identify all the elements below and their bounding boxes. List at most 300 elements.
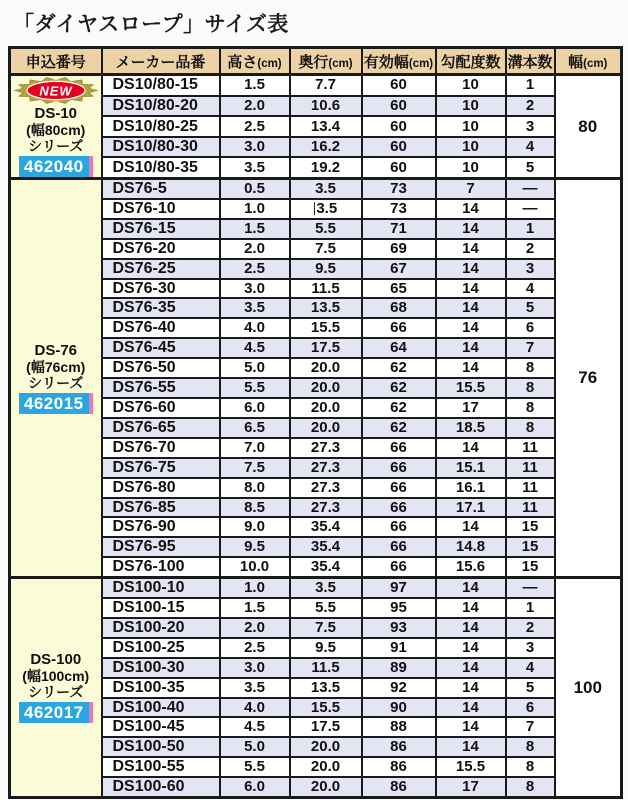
model-cell: DS76-95 xyxy=(102,537,220,557)
depth-cell: 9.5 xyxy=(290,259,362,279)
model-cell: DS76-50 xyxy=(102,358,220,378)
effective-width-cell: 68 xyxy=(362,298,436,318)
effective-width-cell: 89 xyxy=(362,658,436,678)
height-cell: 6.0 xyxy=(220,398,290,418)
column-header-label: 申込番号 xyxy=(25,53,86,71)
height-cell: 2.5 xyxy=(220,116,290,137)
effective-width-cell: 67 xyxy=(362,259,436,279)
depth-cell: 35.4 xyxy=(290,557,362,577)
depth-cell: 9.5 xyxy=(290,638,362,658)
height-cell: 8.0 xyxy=(220,478,290,498)
series-name: DS-10 xyxy=(34,105,78,122)
table-header xyxy=(10,48,622,75)
column-header-unit: (cm) xyxy=(328,57,353,70)
effective-width-cell: 66 xyxy=(362,498,436,518)
grooves-cell: 5 xyxy=(506,298,555,318)
column-header-label: メーカー品番 xyxy=(115,53,206,71)
height-cell: 8.5 xyxy=(220,498,290,518)
slope-cell: 14 xyxy=(436,717,506,737)
height-cell: 4.5 xyxy=(220,338,290,358)
model-cell: DS100-35 xyxy=(102,678,220,698)
table-row xyxy=(10,259,622,279)
grooves-cell: 8 xyxy=(506,398,555,418)
slope-cell: 17 xyxy=(436,398,506,418)
slope-cell: 10 xyxy=(436,75,506,96)
depth-cell: 3.5 xyxy=(290,179,362,199)
series-name: DS-76 xyxy=(34,341,78,359)
slope-cell: 14 xyxy=(436,199,506,219)
depth-cell: 15.5 xyxy=(290,698,362,718)
slope-cell: 10 xyxy=(436,116,506,137)
height-cell: 4.5 xyxy=(220,717,290,737)
slope-cell: 14 xyxy=(436,318,506,338)
column-header xyxy=(10,48,102,75)
effective-width-cell: 86 xyxy=(362,737,436,757)
slope-cell: 14 xyxy=(436,298,506,318)
table-row xyxy=(10,717,622,737)
height-cell: 9.0 xyxy=(220,517,290,537)
grooves-cell: 15 xyxy=(506,537,555,557)
height-cell: 3.5 xyxy=(220,298,290,318)
order-number-badge: 462040 xyxy=(19,156,93,177)
height-cell: 10.0 xyxy=(220,557,290,577)
column-header xyxy=(362,48,436,75)
slope-cell: 14 xyxy=(436,517,506,537)
column-header-label: 勾配度数 xyxy=(440,53,501,71)
grooves-cell: — xyxy=(506,199,555,219)
table-row xyxy=(10,338,622,358)
table-row xyxy=(10,777,622,797)
height-cell: 1.5 xyxy=(220,598,290,618)
depth-cell: 19.2 xyxy=(290,157,362,178)
model-cell: DS76-15 xyxy=(102,219,220,239)
grooves-cell: — xyxy=(506,578,555,598)
model-cell: DS76-55 xyxy=(102,378,220,398)
width-cell: 80 xyxy=(555,75,622,179)
column-header xyxy=(555,48,622,75)
effective-width-cell: 88 xyxy=(362,717,436,737)
series-width-label: (幅76cm) xyxy=(26,358,86,375)
grooves-cell: 8 xyxy=(506,737,555,757)
depth-cell: 5.5 xyxy=(290,219,362,239)
depth-cell: 10.6 xyxy=(290,96,362,117)
effective-width-cell: 91 xyxy=(362,638,436,658)
svg-text:NEW: NEW xyxy=(39,83,73,99)
grooves-cell: 11 xyxy=(506,458,555,478)
model-cell: DS76-35 xyxy=(102,298,220,318)
grooves-cell: 11 xyxy=(506,498,555,518)
model-cell: DS100-15 xyxy=(102,598,220,618)
table-row xyxy=(10,498,622,518)
depth-cell: 15.5 xyxy=(290,318,362,338)
slope-cell: 14 xyxy=(436,638,506,658)
column-header-label: 奥行 xyxy=(298,53,329,71)
effective-width-cell: 62 xyxy=(362,358,436,378)
height-cell: 3.0 xyxy=(220,658,290,678)
table-row xyxy=(10,219,622,239)
height-cell: 1.5 xyxy=(220,219,290,239)
series-cell xyxy=(10,75,102,179)
series-name: DS-100 xyxy=(30,651,82,669)
depth-cell: 7.5 xyxy=(290,618,362,638)
table-row xyxy=(10,598,622,618)
grooves-cell: 6 xyxy=(506,318,555,338)
model-cell: DS10/80-20 xyxy=(102,96,220,117)
table-row xyxy=(10,358,622,378)
slope-cell: 14 xyxy=(436,279,506,299)
slope-cell: 14 xyxy=(436,578,506,598)
table-row xyxy=(10,698,622,718)
model-cell: DS10/80-35 xyxy=(102,157,220,178)
model-cell: DS10/80-25 xyxy=(102,116,220,137)
effective-width-cell: 86 xyxy=(362,757,436,777)
effective-width-cell: 95 xyxy=(362,598,436,618)
height-cell: 3.5 xyxy=(220,678,290,698)
width-cell: 100 xyxy=(555,578,622,798)
column-header xyxy=(102,48,220,75)
effective-width-cell: 97 xyxy=(362,578,436,598)
series-suffix: シリーズ xyxy=(28,138,84,154)
height-cell: 3.0 xyxy=(220,279,290,299)
effective-width-cell: 66 xyxy=(362,318,436,338)
grooves-cell: 5 xyxy=(506,678,555,698)
slope-cell: 14 xyxy=(436,698,506,718)
series-width-label: (幅80cm) xyxy=(26,122,86,138)
slope-cell: 15.5 xyxy=(436,378,506,398)
effective-width-cell: 92 xyxy=(362,678,436,698)
table-row xyxy=(10,438,622,458)
model-cell: DS100-20 xyxy=(102,618,220,638)
height-cell: 2.0 xyxy=(220,618,290,638)
table-row xyxy=(10,557,622,577)
slope-cell: 15.6 xyxy=(436,557,506,577)
table-row xyxy=(10,179,622,199)
header-row xyxy=(10,48,622,75)
height-cell: 5.0 xyxy=(220,737,290,757)
slope-cell: 14 xyxy=(436,239,506,259)
grooves-cell: 8 xyxy=(506,418,555,438)
model-cell: DS10/80-30 xyxy=(102,137,220,158)
table-row xyxy=(10,757,622,777)
height-cell: 1.5 xyxy=(220,75,290,96)
column-header-unit: (cm) xyxy=(408,57,434,70)
width-cell: 76 xyxy=(555,179,622,578)
effective-width-cell: 66 xyxy=(362,537,436,557)
slope-cell: 14 xyxy=(436,737,506,757)
table-row xyxy=(10,75,622,96)
grooves-cell: 8 xyxy=(506,757,555,777)
slope-cell: 14 xyxy=(436,678,506,698)
series-cell-content xyxy=(11,76,101,177)
series-cell-content xyxy=(11,343,101,414)
depth-cell: 27.3 xyxy=(290,478,362,498)
table-row xyxy=(10,199,622,219)
series-suffix: シリーズ xyxy=(28,374,84,391)
effective-width-cell: 66 xyxy=(362,557,436,577)
table-row xyxy=(10,96,622,117)
table-row xyxy=(10,537,622,557)
series-cell xyxy=(10,578,102,798)
effective-width-cell: 60 xyxy=(362,116,436,137)
table-row xyxy=(10,116,622,137)
text-cursor-artifact xyxy=(314,202,316,215)
model-cell: DS76-30 xyxy=(102,279,220,299)
grooves-cell: 3 xyxy=(506,638,555,658)
effective-width-cell: 60 xyxy=(362,137,436,158)
height-cell: 2.5 xyxy=(220,259,290,279)
depth-cell: 20.0 xyxy=(290,418,362,438)
height-cell: 5.5 xyxy=(220,757,290,777)
height-cell: 4.0 xyxy=(220,318,290,338)
model-cell: DS76-25 xyxy=(102,259,220,279)
depth-cell: 27.3 xyxy=(290,458,362,478)
effective-width-cell: 60 xyxy=(362,157,436,178)
model-cell: DS100-30 xyxy=(102,658,220,678)
depth-cell: 20.0 xyxy=(290,757,362,777)
column-header-label: 有効幅 xyxy=(363,53,409,71)
grooves-cell: 3 xyxy=(506,116,555,137)
slope-cell: 14 xyxy=(436,338,506,358)
grooves-cell: 8 xyxy=(506,777,555,797)
height-cell: 3.5 xyxy=(220,157,290,178)
slope-cell: 14 xyxy=(436,259,506,279)
depth-cell: 35.4 xyxy=(290,517,362,537)
grooves-cell: 8 xyxy=(506,378,555,398)
column-header-label: 高さ xyxy=(227,53,258,71)
series-suffix: シリーズ xyxy=(28,684,84,701)
slope-cell: 18.5 xyxy=(436,418,506,438)
grooves-cell: 1 xyxy=(506,219,555,239)
model-cell: DS76-40 xyxy=(102,318,220,338)
column-header xyxy=(220,48,290,75)
model-cell: DS76-20 xyxy=(102,239,220,259)
height-cell: 5.0 xyxy=(220,358,290,378)
depth-cell: 13.5 xyxy=(290,678,362,698)
table-row xyxy=(10,418,622,438)
grooves-cell: 1 xyxy=(506,75,555,96)
column-header xyxy=(506,48,555,75)
table-row xyxy=(10,398,622,418)
slope-cell: 14 xyxy=(436,438,506,458)
effective-width-cell: 66 xyxy=(362,438,436,458)
model-cell: DS100-60 xyxy=(102,777,220,797)
table-row xyxy=(10,578,622,598)
model-cell: DS100-10 xyxy=(102,578,220,598)
height-cell: 2.0 xyxy=(220,239,290,259)
depth-cell: 35.4 xyxy=(290,537,362,557)
grooves-cell: 2 xyxy=(506,239,555,259)
column-header xyxy=(436,48,506,75)
height-cell: 1.0 xyxy=(220,578,290,598)
table-row xyxy=(10,618,622,638)
height-cell: 9.5 xyxy=(220,537,290,557)
model-cell: DS100-55 xyxy=(102,757,220,777)
depth-cell: 20.0 xyxy=(290,737,362,757)
model-cell: DS100-45 xyxy=(102,717,220,737)
model-cell: DS76-75 xyxy=(102,458,220,478)
series-cell xyxy=(10,179,102,578)
grooves-cell: 4 xyxy=(506,137,555,158)
table-row xyxy=(10,517,622,537)
grooves-cell: 8 xyxy=(506,358,555,378)
effective-width-cell: 90 xyxy=(362,698,436,718)
depth-cell: 13.5 xyxy=(290,298,362,318)
model-cell: DS76-100 xyxy=(102,557,220,577)
effective-width-cell: 69 xyxy=(362,239,436,259)
height-cell: 2.0 xyxy=(220,96,290,117)
height-cell: 0.5 xyxy=(220,179,290,199)
column-header-label: 幅 xyxy=(568,53,584,71)
table-row xyxy=(10,458,622,478)
depth-cell: 17.5 xyxy=(290,717,362,737)
table-row xyxy=(10,298,622,318)
effective-width-cell: 66 xyxy=(362,478,436,498)
grooves-cell: 2 xyxy=(506,96,555,117)
effective-width-cell: 62 xyxy=(362,418,436,438)
effective-width-cell: 60 xyxy=(362,96,436,117)
column-header-unit: (cm) xyxy=(583,57,608,70)
depth-cell: 16.2 xyxy=(290,137,362,158)
slope-cell: 17 xyxy=(436,777,506,797)
model-cell: DS76-45 xyxy=(102,338,220,358)
height-cell: 3.0 xyxy=(220,137,290,158)
height-cell: 6.5 xyxy=(220,418,290,438)
depth-cell: 11.5 xyxy=(290,658,362,678)
grooves-cell: 15 xyxy=(506,517,555,537)
grooves-cell: 4 xyxy=(506,658,555,678)
height-cell: 7.5 xyxy=(220,458,290,478)
slope-cell: 15.1 xyxy=(436,458,506,478)
height-cell: 7.0 xyxy=(220,438,290,458)
effective-width-cell: 62 xyxy=(362,398,436,418)
slope-cell: 14.8 xyxy=(436,537,506,557)
slope-cell: 16.1 xyxy=(436,478,506,498)
grooves-cell: — xyxy=(506,179,555,199)
grooves-cell: 3 xyxy=(506,259,555,279)
depth-cell: 13.4 xyxy=(290,116,362,137)
model-cell: DS76-80 xyxy=(102,478,220,498)
model-cell: DS76-60 xyxy=(102,398,220,418)
slope-cell: 14 xyxy=(436,598,506,618)
depth-cell: 20.0 xyxy=(290,777,362,797)
table-row xyxy=(10,378,622,398)
page-title: 「ダイヤスロープ」サイズ表 xyxy=(13,13,289,36)
grooves-cell: 7 xyxy=(506,338,555,358)
column-header-label: 溝本数 xyxy=(507,53,553,71)
model-cell: DS76-10 xyxy=(102,199,220,219)
table-row xyxy=(10,678,622,698)
grooves-cell: 15 xyxy=(506,557,555,577)
table-row xyxy=(10,638,622,658)
order-number-badge: 462017 xyxy=(19,702,93,723)
effective-width-cell: 86 xyxy=(362,777,436,797)
slope-cell: 15.5 xyxy=(436,757,506,777)
grooves-cell: 1 xyxy=(506,598,555,618)
table-row xyxy=(10,658,622,678)
size-table xyxy=(8,46,623,799)
model-cell: DS76-70 xyxy=(102,438,220,458)
effective-width-cell: 93 xyxy=(362,618,436,638)
table-row xyxy=(10,137,622,158)
model-cell: DS10/80-15 xyxy=(102,75,220,96)
depth-cell: 20.0 xyxy=(290,398,362,418)
model-cell: DS76-85 xyxy=(102,498,220,518)
depth-cell: 27.3 xyxy=(290,438,362,458)
height-cell: 1.0 xyxy=(220,199,290,219)
model-cell: DS100-25 xyxy=(102,638,220,658)
effective-width-cell: 66 xyxy=(362,517,436,537)
table-row xyxy=(10,478,622,498)
effective-width-cell: 71 xyxy=(362,219,436,239)
height-cell: 5.5 xyxy=(220,378,290,398)
table-row xyxy=(10,318,622,338)
depth-cell: 11.5 xyxy=(290,279,362,299)
depth-cell: 7.5 xyxy=(290,239,362,259)
effective-width-cell: 73 xyxy=(362,179,436,199)
slope-cell: 7 xyxy=(436,179,506,199)
grooves-cell: 4 xyxy=(506,279,555,299)
series-width-label: (幅100cm) xyxy=(22,668,90,685)
height-cell: 4.0 xyxy=(220,698,290,718)
effective-width-cell: 60 xyxy=(362,75,436,96)
depth-cell: 17.5 xyxy=(290,338,362,358)
table-row xyxy=(10,279,622,299)
order-number-badge: 462015 xyxy=(19,393,93,414)
depth-cell: 5.5 xyxy=(290,598,362,618)
depth-cell: 20.0 xyxy=(290,358,362,378)
effective-width-cell: 65 xyxy=(362,279,436,299)
model-cell: DS100-50 xyxy=(102,737,220,757)
height-cell: 6.0 xyxy=(220,777,290,797)
slope-cell: 14 xyxy=(436,618,506,638)
depth-cell: 27.3 xyxy=(290,498,362,518)
effective-width-cell: 64 xyxy=(362,338,436,358)
slope-cell: 17.1 xyxy=(436,498,506,518)
table-row xyxy=(10,239,622,259)
grooves-cell: 5 xyxy=(506,157,555,178)
model-cell: DS76-65 xyxy=(102,418,220,438)
grooves-cell: 7 xyxy=(506,717,555,737)
model-cell: DS100-40 xyxy=(102,698,220,718)
grooves-cell: 11 xyxy=(506,438,555,458)
column-header-unit: (cm) xyxy=(257,57,282,70)
height-cell: 2.5 xyxy=(220,638,290,658)
grooves-cell: 6 xyxy=(506,698,555,718)
table-row xyxy=(10,737,622,757)
slope-cell: 10 xyxy=(436,137,506,158)
depth-cell: 20.0 xyxy=(290,378,362,398)
slope-cell: 14 xyxy=(436,658,506,678)
grooves-cell: 2 xyxy=(506,618,555,638)
depth-cell: 7.7 xyxy=(290,75,362,96)
table-body xyxy=(10,75,622,798)
effective-width-cell: 73 xyxy=(362,199,436,219)
model-cell: DS76-90 xyxy=(102,517,220,537)
model-cell: DS76-5 xyxy=(102,179,220,199)
series-cell-content xyxy=(11,652,101,723)
effective-width-cell: 62 xyxy=(362,378,436,398)
slope-cell: 10 xyxy=(436,96,506,117)
slope-cell: 14 xyxy=(436,219,506,239)
table-row xyxy=(10,157,622,178)
depth-cell: 3.5 xyxy=(290,199,362,219)
slope-cell: 10 xyxy=(436,157,506,178)
effective-width-cell: 66 xyxy=(362,458,436,478)
depth-cell: 3.5 xyxy=(290,578,362,598)
grooves-cell: 11 xyxy=(506,478,555,498)
new-badge-icon xyxy=(13,76,99,105)
slope-cell: 14 xyxy=(436,358,506,378)
